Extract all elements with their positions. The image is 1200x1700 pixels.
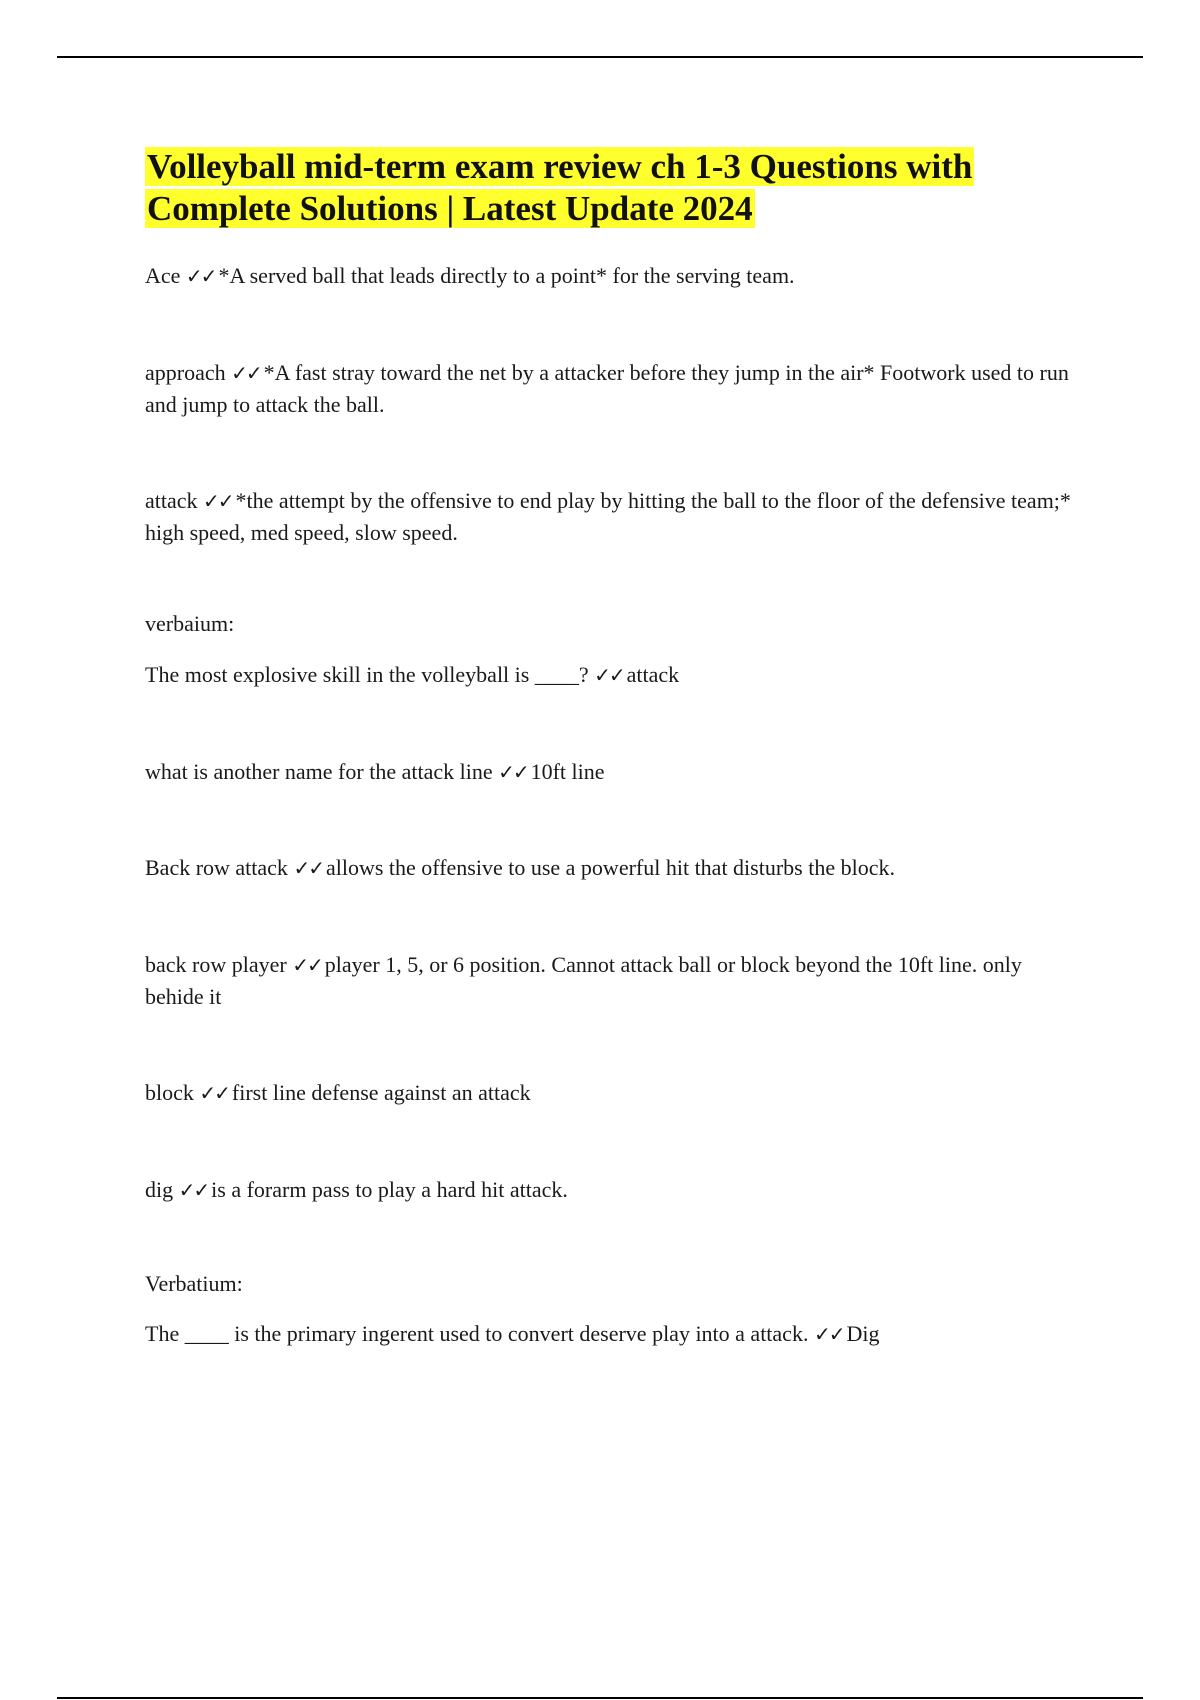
double-check-icon: ✓✓ xyxy=(292,953,322,977)
entry-answer: Dig xyxy=(846,1321,880,1346)
double-check-icon: ✓✓ xyxy=(293,856,323,880)
entry-answer: player 1, 5, or 6 position. Cannot attack ball or block beyond the 10ft line. only behide it xyxy=(145,952,1022,1009)
entry-term: The ____ is the primary ingerent used to convert deserve play into a attack. xyxy=(145,1321,814,1346)
entry-explosive-skill xyxy=(145,659,1075,691)
entry-back-row-attack xyxy=(145,852,1075,884)
entry-answer: *A served ball that leads directly to a point* for the serving team. xyxy=(218,263,795,288)
entry-answer: 10ft line xyxy=(530,759,605,784)
entry-answer: attack xyxy=(626,662,680,687)
document-title xyxy=(145,146,1095,230)
bottom-rule xyxy=(57,1697,1143,1699)
top-rule xyxy=(57,56,1143,58)
section-label-text: verbaium: xyxy=(145,611,235,636)
document-title-text: Volleyball mid-term exam review ch 1-3 Questions with Complete Solutions | Latest Update 2024 xyxy=(147,147,973,228)
entry-attack-line xyxy=(145,756,1075,788)
double-check-icon: ✓✓ xyxy=(498,760,528,784)
double-check-icon: ✓✓ xyxy=(203,489,233,513)
entry-ace xyxy=(145,260,1075,292)
entry-answer: *A fast stray toward the net by a attacker before they jump in the air* Footwork used to run and jump to attack the ball. xyxy=(145,360,1069,417)
entry-term: attack xyxy=(145,488,204,513)
entry-answer: *the attempt by the offensive to end play by hitting the ball to the floor of the defensive team;* high speed, med speed, slow speed. xyxy=(145,488,1071,545)
entry-term: Ace xyxy=(145,263,186,288)
double-check-icon: ✓✓ xyxy=(199,1081,229,1105)
entry-block xyxy=(145,1077,1075,1109)
entry-attack xyxy=(145,485,1075,548)
entry-term: Back row attack xyxy=(145,855,294,880)
section-label-verbatium xyxy=(145,1268,1075,1299)
double-check-icon: ✓✓ xyxy=(178,1178,209,1202)
entry-answer: first line defense against an attack xyxy=(231,1080,531,1105)
entry-term: dig xyxy=(145,1177,179,1202)
double-check-icon: ✓✓ xyxy=(813,1322,844,1346)
entry-back-row-player xyxy=(145,949,1075,1012)
entry-term: what is another name for the attack line xyxy=(145,759,499,784)
entry-term: block xyxy=(145,1080,200,1105)
entry-term: approach xyxy=(145,360,232,385)
entry-answer: is a forarm pass to play a hard hit attack. xyxy=(211,1177,568,1202)
entry-term: back row player xyxy=(145,952,293,977)
entry-dig xyxy=(145,1174,1075,1206)
double-check-icon: ✓✓ xyxy=(594,663,624,687)
double-check-icon: ✓✓ xyxy=(231,361,261,385)
section-label-verbaium xyxy=(145,608,1075,639)
section-label-text: Verbatium: xyxy=(145,1271,243,1296)
entry-term: The most explosive skill in the volleyball is ____? xyxy=(145,662,595,687)
entry-approach xyxy=(145,357,1075,420)
double-check-icon: ✓✓ xyxy=(185,264,216,288)
entry-primary-ingredient xyxy=(145,1318,1075,1350)
entry-answer: allows the offensive to use a powerful hit that disturbs the block. xyxy=(325,855,895,880)
